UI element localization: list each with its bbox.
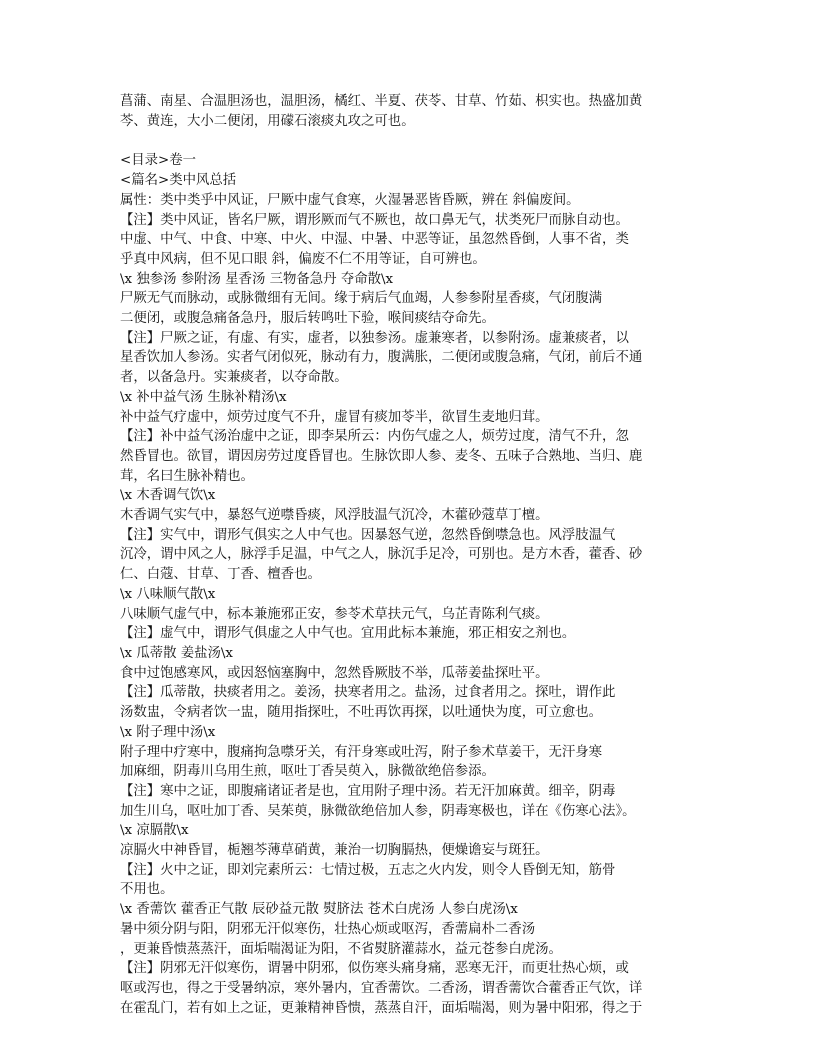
text-line: 星香饮加人参汤。实者气闭似死，脉动有力，腹满胀，二便闭或腹急痛，气闭，前后不通 (120, 350, 643, 366)
text-line: 呕或泻也，得之于受暑纳凉，寒外暑内，宜香薷饮。二香汤，谓香薷饮合藿香正气饮，详 (120, 980, 643, 996)
blank-line (120, 131, 680, 151)
text-line: 【注】寒中之证，即腹痛诸证者是也，宜用附子理中汤。若无汗加麻黄。细辛，阴毒 (120, 783, 616, 799)
text-line: 仁、白蔻、甘草、丁香、檀香也。 (120, 567, 321, 583)
text-line: 不用也。 (120, 882, 174, 898)
text-line: 【注】阴邪无汗似寒伤，谓暑中阴邪，似伤寒头痛身痛，恶寒无汗，而更壮热心烦，或 (120, 961, 629, 977)
text-line: \x 八味顺气散\x (120, 586, 216, 602)
text-line: 在霍乱门，若有如上之证，更兼精神昏愦，蒸蒸自汗，面垢喘渴，则为暑中阳邪，得之于 (120, 1000, 643, 1016)
text-line: \x 附子理中汤\x (120, 724, 216, 740)
text-line: 二便闭，或腹急痛备急丹，服后转鸣吐下验，喉间痰结夺命先。 (120, 311, 495, 327)
text-line: 【注】瓜蒂散，抉痰者用之。姜汤，抉寒者用之。盐汤，过食者用之。探吐，谓作此 (120, 685, 616, 701)
text-line: 【注】类中风证，皆名尸厥，谓形厥而气不厥也，故口鼻无气，状类死尸而脉自动也。 (120, 212, 629, 228)
text-line: 【注】实气中，谓形气俱实之人中气也。因暴怒气逆，忽然昏倒噤急也。风浮肢温气 (120, 527, 616, 543)
text-line: 【注】虚气中，谓形气俱虚之人中气也。宜用此标本兼施，邪正相安之剂也。 (120, 626, 576, 642)
text-line: 汤数盅，令病者饮一盅，随用指探吐，不吐再饮再探，以吐通快为度，可立愈也。 (120, 705, 603, 721)
text-line: 乎真中风病，但不见口眼 斜，偏废不仁不用等证，自可辨也。 (120, 251, 486, 267)
text-line: 凉膈火中神昏冒，栀翘芩薄草硝黄，兼治一切胸膈热，便燥谵妄与斑狂。 (120, 843, 549, 859)
text-line: 中虚、中气、中食、中寒、中火、中湿、中暑、中恶等证，虽忽然昏倒，人事不省，类 (120, 232, 629, 248)
text-line: 木香调气实气中，暴怒气逆噤昏痰，风浮肢温气沉冷，木藿砂蔻草丁檀。 (120, 508, 549, 524)
text-line: \x 凉膈散\x (120, 823, 189, 839)
text-line: 菖蒲、南星、合温胆汤也，温胆汤，橘红、半夏、茯苓、甘草、竹茹、枳实也。热盛加黄 (120, 94, 643, 109)
text-line: 暑中须分阴与阳，阴邪无汗似寒伤，壮热心烦或呕泻，香薷扁朴二香汤 (120, 921, 536, 937)
text-line: \x 补中益气汤 生脉补精汤\x (120, 389, 287, 405)
text-line: 【注】火中之证，即刘完素所云：七情过极，五志之火内发，则令人昏倒无知，筋骨 (120, 862, 616, 878)
text-line: 沉冷，谓中风之人，脉浮手足温，中气之人，脉沉手足冷，可别也。是方木香，藿香、砂 (120, 547, 643, 563)
text-line: \x 瓜蒂散 姜盐汤\x (120, 645, 233, 661)
text-line: 八味顺气虚气中，标本兼施邪正安，参苓术草扶元气，乌芷青陈利气痰。 (120, 606, 549, 622)
text-line: 芩、黄连，大小二便闭，用礞石滚痰丸攻之可也。 (120, 113, 415, 129)
text-line: 属性：类中类乎中风证，尸厥中虚气食寒，火湿暑恶皆昏厥，辨在 斜偏废间。 (120, 192, 580, 208)
text-line: 加生川乌，呕吐加丁香、吴茱萸，脉微欲绝倍加人参，阴毒寒极也，详在《伤寒心法》。 (120, 803, 636, 819)
text-line: 补中益气疗虚中，烦劳过度气不升，虚冒有痰加苓半，欲冒生麦地归茸。 (120, 409, 549, 425)
document-page (120, 92, 680, 1018)
text-line: \x 独参汤 参附汤 星香汤 三物备急丹 夺命散\x (120, 271, 394, 287)
text-line: 然昏冒也。欲冒，谓因房劳过度昏冒也。生脉饮即人参、麦冬、五味子合熟地、当归、鹿 (120, 448, 643, 464)
text-line: <目录>卷一 (120, 153, 197, 169)
text-line: 【注】补中益气汤治虚中之证，即李杲所云：内伤气虚之人，烦劳过度，清气不升，忽 (120, 429, 629, 445)
text-line: \x 香薷饮 藿香正气散 辰砂益元散 熨脐法 苍术白虎汤 人参白虎汤\x (120, 902, 518, 918)
text-line: <篇名>类中风总括 (120, 173, 237, 189)
text-line: 者，以备急丹。实兼痰者，以夺命散。 (120, 370, 348, 386)
text-line: 食中过饱感寒风，或因怒恼塞胸中，忽然昏厥肢不举，瓜蒂姜盐探吐平。 (120, 665, 549, 681)
text-line: 茸，名曰生脉补精也。 (120, 468, 254, 484)
text-line: 附子理中疗寒中，腹痛拘急噤牙关，有汗身寒或吐泻，附子参术草姜干，无汗身寒 (120, 744, 603, 760)
text-line: 加麻细，阴毒川乌用生煎，呕吐丁香吴萸入，脉微欲绝倍参添。 (120, 764, 495, 780)
text-line: 尸厥无气而脉动，或脉微细有无间。缘于病后气血竭，人参参附星香痰，气闭腹满 (120, 291, 603, 307)
text-line: 【注】尸厥之证，有虚、有实，虚者，以独参汤。虚兼寒者，以参附汤。虚兼痰者，以 (120, 330, 629, 346)
text-line: \x 木香调气饮\x (120, 488, 216, 504)
text-line: ，更兼昏愦蒸蒸汗，面垢喘渴证为阳，不省熨脐灌蒜水，益元苍参白虎汤。 (120, 941, 562, 957)
